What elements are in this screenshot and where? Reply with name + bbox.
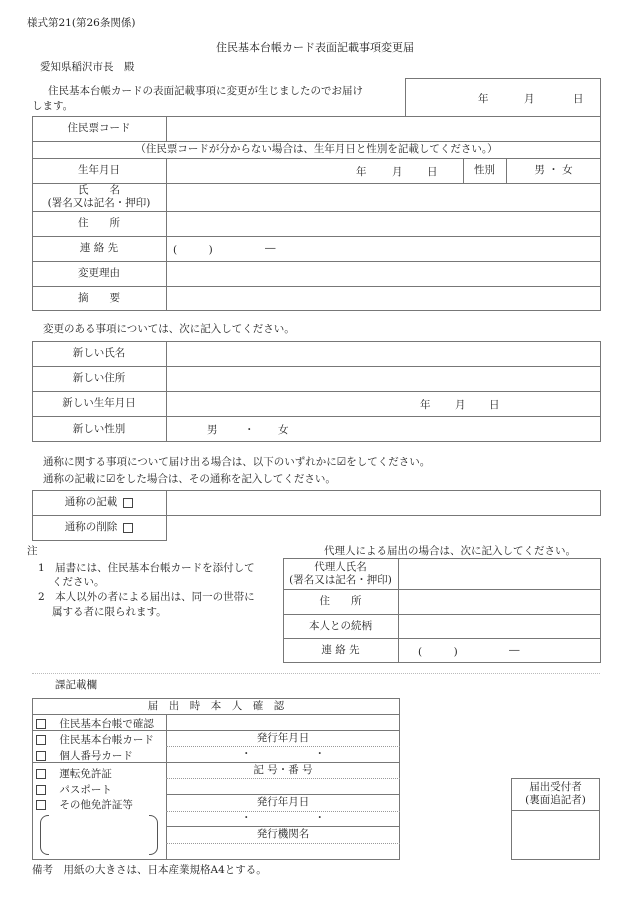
office-use-separator: [32, 673, 600, 674]
alias-instruction-1: 通称に関する事項について届け出る場合は、以下のいずれかに☑をしてください。: [43, 456, 431, 468]
agent-name-label-line2: (署名又は記名・押印): [289, 573, 392, 586]
summary-field[interactable]: [167, 287, 600, 311]
alias-record-option[interactable]: [32, 490, 166, 515]
submission-date-box[interactable]: [405, 78, 601, 117]
checkbox-icon[interactable]: [36, 800, 46, 810]
summary-label: 摘 要: [78, 292, 120, 305]
check-item-registry-card[interactable]: 住民基本台帳カード: [36, 732, 154, 747]
new-birthdate-day: 日: [489, 399, 500, 411]
new-sex-female[interactable]: 女: [278, 424, 289, 436]
card-issue-date-label: 発行年月日: [256, 731, 310, 744]
birthdate-year: 年: [356, 166, 367, 178]
contact-field[interactable]: [167, 237, 600, 261]
agent-instruction: 代理人による届出の場合は、次に記入してください。: [324, 545, 576, 557]
alias-instruction-2: 通称の記載に☑をした場合は、その通称を記入してください。: [43, 473, 336, 485]
address-label: 住 所: [78, 217, 120, 230]
new-name-label: 新しい氏名: [72, 347, 126, 360]
form-number: 様式第21(第26条関係): [27, 17, 136, 29]
checkbox-icon[interactable]: [36, 735, 46, 745]
receiver-label-line1: 届出受付者: [529, 781, 582, 794]
contact-label: 連 絡 先: [79, 242, 119, 255]
new-birthdate-year: 年: [420, 399, 431, 411]
agent-contact-paren: ( ): [418, 646, 458, 658]
other-license-name-field[interactable]: [50, 815, 148, 853]
name-label: [32, 183, 166, 211]
identity-confirmation-header: 届 出 時 本 人 確 認: [147, 699, 285, 712]
alias-delete-option[interactable]: [32, 515, 166, 540]
check-item-passport[interactable]: パスポート: [36, 782, 112, 797]
left-bracket-icon: [40, 815, 49, 855]
footer-remark: 備考 用紙の大きさは、日本産業規格A4とする。: [32, 864, 267, 876]
agent-name-field[interactable]: [399, 559, 600, 589]
form-title: 住民基本台帳カード表面記載事項変更届: [216, 41, 414, 54]
agent-relation-field[interactable]: [399, 615, 600, 638]
new-name-field[interactable]: [167, 342, 600, 366]
new-address-field[interactable]: [167, 367, 600, 391]
submission-date-year: 年: [478, 93, 489, 105]
resident-code-field[interactable]: [167, 117, 600, 141]
license-number-label: 記 号・番 号: [253, 763, 313, 776]
card-issue-date-field[interactable]: ・ ・: [241, 747, 325, 760]
changes-instruction: 変更のある事項については、次に記入してください。: [43, 323, 295, 335]
contact-dash: ―: [265, 242, 276, 254]
addressee: 愛知県稲沢市長 殿: [40, 61, 135, 73]
check-item-resident-registry[interactable]: 住民基本台帳で確認: [36, 716, 154, 731]
check-item-my-number-card[interactable]: 個人番号カード: [36, 748, 133, 763]
alias-delete-checkbox[interactable]: [123, 523, 133, 533]
resident-code-label: 住民票コード: [67, 122, 131, 135]
new-sex-label: 新しい性別: [72, 422, 126, 435]
new-birthdate-label: 新しい生年月日: [62, 397, 136, 410]
address-field[interactable]: [167, 212, 600, 236]
checkbox-icon[interactable]: [36, 751, 46, 761]
license-issue-date-field[interactable]: ・ ・: [241, 812, 325, 825]
check-item-drivers-license[interactable]: 運転免許証: [36, 766, 112, 781]
sex-label: 性別: [474, 164, 495, 177]
birthdate-day: 日: [427, 166, 438, 178]
alias-name-field[interactable]: [167, 491, 600, 515]
issuer-field[interactable]: [167, 844, 399, 859]
birthdate-field[interactable]: [167, 159, 463, 183]
license-issue-date-label: 発行年月日: [256, 796, 310, 809]
new-sex-separator: ・: [244, 424, 255, 436]
new-sex-male[interactable]: 男: [207, 424, 218, 436]
name-label-line2: (署名又は記名・押印): [47, 197, 151, 209]
checkbox-icon[interactable]: [36, 719, 46, 729]
alias-record-label: 通称の記載: [64, 496, 118, 509]
notes-heading: 注: [27, 545, 38, 557]
birthdate-label: 生年月日: [78, 164, 120, 177]
submission-date-day: 日: [573, 93, 584, 105]
agent-address-label: 住 所: [319, 595, 362, 608]
contact-area-code-paren: ( ): [173, 244, 213, 256]
agent-contact-label: 連 絡 先: [321, 644, 360, 657]
check-item-other-license[interactable]: その他免許証等: [36, 797, 133, 812]
receiver-label: [511, 778, 600, 810]
submission-date-month: 月: [524, 93, 535, 105]
note-2-line2: 属する者に限られます。: [52, 606, 167, 618]
new-address-label: 新しい住所: [72, 372, 126, 385]
agent-address-field[interactable]: [399, 590, 600, 614]
intro-statement-line2: します。: [32, 100, 74, 112]
agent-contact-dash: ―: [509, 644, 520, 656]
registry-confirm-field[interactable]: [167, 715, 399, 730]
checkbox-icon[interactable]: [36, 769, 46, 779]
alias-record-checkbox[interactable]: [123, 498, 133, 508]
reason-label: 変更理由: [78, 267, 120, 280]
office-section-label: 課記載欄: [55, 679, 97, 691]
issuer-label: 発行機関名: [256, 828, 310, 841]
note-2-line1: 2 本人以外の者による届出は、同一の世帯に: [38, 591, 255, 603]
checkbox-icon[interactable]: [36, 785, 46, 795]
right-bracket-icon: [149, 815, 158, 855]
intro-statement-line1: 住民基本台帳カードの表面記載事項に変更が生じましたのでお届け: [48, 85, 363, 97]
name-field[interactable]: [167, 184, 600, 211]
birthdate-month: 月: [392, 166, 403, 178]
name-label-line1: 氏 名: [78, 184, 120, 197]
alias-delete-label: 通称の削除: [64, 521, 118, 534]
agent-name-label: [283, 558, 398, 589]
license-number-field[interactable]: [167, 779, 399, 794]
agent-name-label-line1: 代理人氏名: [314, 560, 367, 573]
resident-code-note: （住民票コードが分からない場合は、生年月日と性別を記載してください。）: [135, 143, 498, 156]
new-birthdate-field[interactable]: [167, 392, 600, 416]
sex-options[interactable]: 男 ・ 女: [534, 164, 573, 177]
new-birthdate-month: 月: [455, 399, 466, 411]
note-1-line1: 1 届書には、住民基本台帳カードを添付して: [38, 562, 255, 574]
reason-field[interactable]: [167, 262, 600, 286]
receiver-stamp-field[interactable]: [512, 811, 599, 859]
agent-relation-label: 本人との続柄: [309, 619, 372, 632]
receiver-label-line2: (裏面追記者): [525, 794, 586, 806]
note-1-line2: ください。: [52, 576, 105, 588]
